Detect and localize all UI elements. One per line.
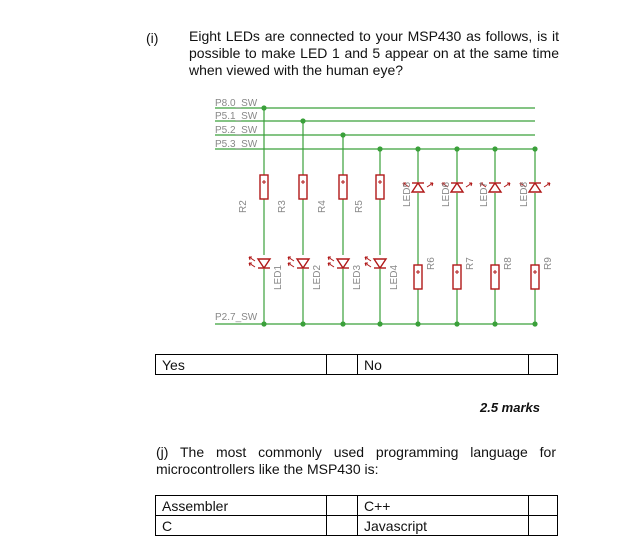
junction-dot [454, 321, 459, 326]
led-bottom [412, 183, 424, 192]
resistor-label: R2 [238, 200, 249, 213]
led-top-light [328, 257, 334, 261]
resistor-label: R3 [277, 200, 288, 213]
led-top [258, 259, 270, 268]
option-box-cpp[interactable] [529, 496, 558, 516]
led-bottom [451, 183, 463, 192]
labels [215, 98, 554, 323]
resistor-label: R5 [354, 200, 365, 213]
led-bottom-light [544, 183, 550, 187]
option-label-yes: Yes [156, 355, 327, 375]
resistor-bottom [491, 265, 499, 289]
junction-dot [415, 321, 420, 326]
junction-dot [377, 321, 382, 326]
led-top-light [328, 263, 334, 267]
led-top-light [365, 263, 371, 267]
input-label: P5.1_SW [215, 111, 258, 122]
led-top-light [365, 257, 371, 261]
led-label: LED3 [352, 264, 363, 290]
junction-dot [300, 321, 305, 326]
input-label: P5.3_SW [215, 139, 258, 150]
resistor-label: R4 [317, 200, 328, 213]
resistor-bottom [531, 265, 539, 289]
led-top [297, 259, 309, 268]
led-label: LED5 [402, 181, 413, 207]
led-label: LED7 [479, 181, 490, 207]
option-box-javascript[interactable] [529, 516, 558, 536]
question-j-text: (j) The most commonly used programming language for microcontrollers like the MSP430 is: [156, 444, 556, 477]
resistor-top [299, 175, 307, 199]
input-label: P8.0_SW [215, 98, 258, 109]
input-label-bottom: P2.7_SW [215, 312, 258, 323]
led-bottom [529, 183, 541, 192]
resistor-label: R6 [426, 257, 437, 270]
resistor-top [260, 175, 268, 199]
option-box-yes[interactable] [327, 355, 358, 375]
marks-label: 2.5 marks [480, 400, 540, 415]
question-i-number: (i) [146, 30, 159, 46]
option-label-no: No [358, 355, 529, 375]
question-i-answer-table [155, 354, 558, 375]
led-circuit-schematic [205, 95, 565, 335]
junction-dot [261, 321, 266, 326]
question-i-text: Eight LEDs are connected to your MSP430 as follows, is it possible to make LED 1 and 5 appear on at the same time when viewed with the human eye? [189, 28, 559, 78]
led-label: LED2 [312, 264, 323, 290]
input-label: P5.2_SW [215, 125, 258, 136]
junction-dot [340, 321, 345, 326]
option-box-no[interactable] [529, 355, 558, 375]
led-bottom-light [427, 183, 433, 187]
option-label-javascript: Javascript [358, 516, 529, 536]
led-top-light [288, 257, 294, 261]
led-label: LED4 [389, 264, 400, 290]
led-top-light [249, 257, 255, 261]
resistor-label: R8 [503, 257, 514, 270]
junction-dot [492, 321, 497, 326]
led-top [374, 259, 386, 268]
led-bottom-light [504, 183, 510, 187]
option-box-c[interactable] [327, 516, 358, 536]
option-label-cpp: C++ [358, 496, 529, 516]
led-label: LED6 [441, 181, 452, 207]
led-top-light [288, 263, 294, 267]
resistor-label: R7 [465, 257, 476, 270]
wires [215, 105, 538, 326]
option-label-c: C [156, 516, 327, 536]
junction-dot [532, 321, 537, 326]
led-bottom-light [466, 183, 472, 187]
led-label: LED1 [273, 264, 284, 290]
led-top [337, 259, 349, 268]
led-top-light [249, 263, 255, 267]
option-box-assembler[interactable] [327, 496, 358, 516]
resistor-bottom [453, 265, 461, 289]
resistor-top [339, 175, 347, 199]
resistor-top [376, 175, 384, 199]
option-label-assembler: Assembler [156, 496, 327, 516]
led-label: LED8 [519, 181, 530, 207]
resistor-bottom [414, 265, 422, 289]
resistor-label: R9 [543, 257, 554, 270]
led-bottom [489, 183, 501, 192]
question-j-answer-table [155, 495, 558, 536]
